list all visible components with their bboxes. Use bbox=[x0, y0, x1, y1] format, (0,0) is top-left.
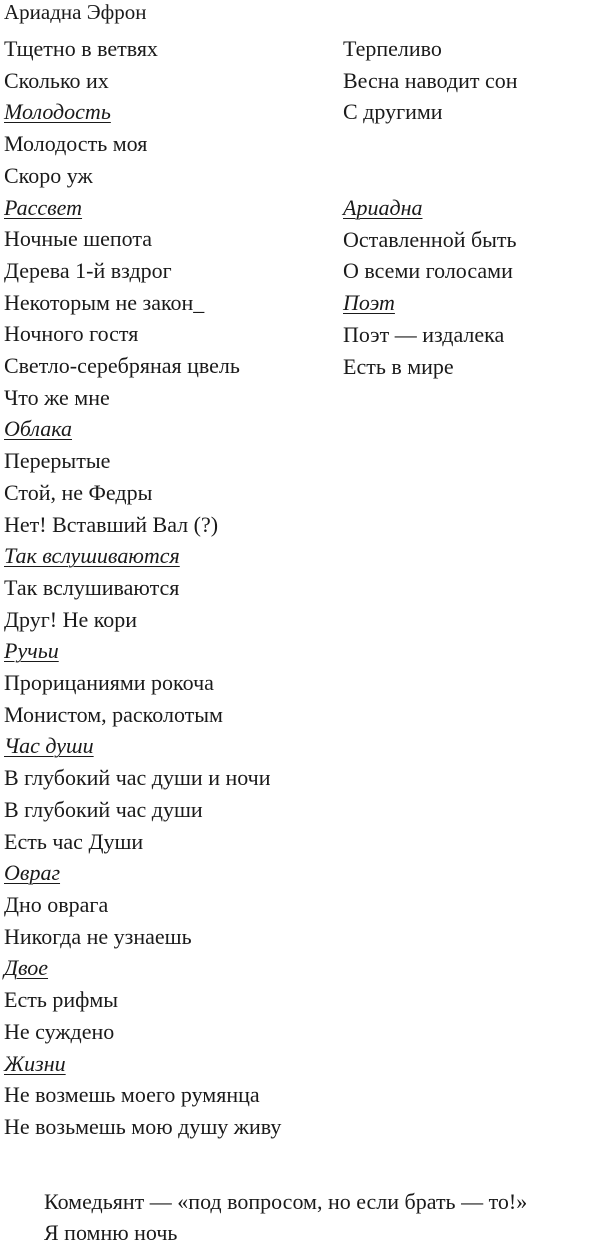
list-item: Тщетно в ветвях bbox=[4, 36, 158, 61]
list-item: Не суждено bbox=[4, 1018, 115, 1044]
list-item: Есть в мире bbox=[343, 353, 454, 379]
section-heading: Двое bbox=[4, 955, 49, 981]
section-heading: Облака bbox=[4, 416, 73, 442]
list-item: Ночного гостя bbox=[4, 321, 139, 347]
list-item: Есть час Души bbox=[4, 828, 144, 854]
section-heading: Молодость bbox=[4, 99, 111, 125]
list-item: С другими bbox=[343, 99, 443, 125]
section-heading: Ариадна bbox=[343, 195, 423, 220]
list-item: Так вслушиваются bbox=[4, 574, 180, 600]
footer-line: Комедьянт — «под вопросом, но если брать — то!» bbox=[44, 1189, 528, 1214]
list-item: В глубокий час души и ночи bbox=[4, 765, 271, 791]
list-item: Нет! Вставший Вал (?) bbox=[4, 511, 219, 537]
list-item: Дно оврага bbox=[4, 891, 109, 917]
list-item: Светло-серебряная цвель bbox=[4, 353, 240, 379]
list-item: Стой, не Федры bbox=[4, 479, 153, 505]
left-column bbox=[4, 33, 281, 1143]
list-item: Сколько их bbox=[4, 67, 109, 93]
document-title: Ариадна Эфрон bbox=[4, 0, 147, 24]
list-item: Друг! Не кори bbox=[4, 606, 138, 632]
list-item: Прорицаниями рокоча bbox=[4, 670, 214, 696]
list-item: О всеми голосами bbox=[343, 258, 513, 284]
right-column-top bbox=[343, 33, 518, 128]
list-item: Есть рифмы bbox=[4, 987, 119, 1013]
section-heading: Так вслушиваются bbox=[4, 543, 180, 569]
section-heading: Час души bbox=[4, 733, 94, 759]
footer-lines bbox=[44, 1186, 527, 1248]
list-item: Никогда не узнаешь bbox=[4, 923, 192, 949]
section-heading: Овраг bbox=[4, 860, 61, 886]
section-heading: Рассвет bbox=[4, 194, 83, 220]
list-item: В глубокий час души bbox=[4, 796, 203, 822]
list-item: Что же мне bbox=[4, 384, 110, 410]
section-heading: Ручьи bbox=[4, 638, 59, 664]
list-item: Дерева 1-й вздрог bbox=[4, 257, 172, 283]
list-item: Некоторым не закон_ bbox=[4, 289, 205, 315]
section-heading: Жизни bbox=[4, 1050, 66, 1076]
list-item: Молодость моя bbox=[4, 131, 148, 157]
list-item: Монистом, расколотым bbox=[4, 701, 223, 727]
right-column-bottom bbox=[343, 192, 517, 382]
list-item: Не возьмешь мою душу живу bbox=[4, 1113, 282, 1139]
footer-line: Я помню ночь bbox=[44, 1220, 178, 1245]
list-item: Ночные шепота bbox=[4, 226, 153, 252]
list-item: Скоро уж bbox=[4, 162, 93, 188]
list-item: Терпеливо bbox=[343, 36, 442, 61]
list-item: Перерытые bbox=[4, 448, 111, 474]
list-item: Весна наводит сон bbox=[343, 67, 518, 93]
section-heading: Поэт bbox=[343, 290, 395, 316]
list-item: Не возмешь моего румянца bbox=[4, 1082, 260, 1108]
list-item: Оставленной быть bbox=[343, 226, 517, 252]
list-item: Поэт — издалека bbox=[343, 321, 505, 347]
